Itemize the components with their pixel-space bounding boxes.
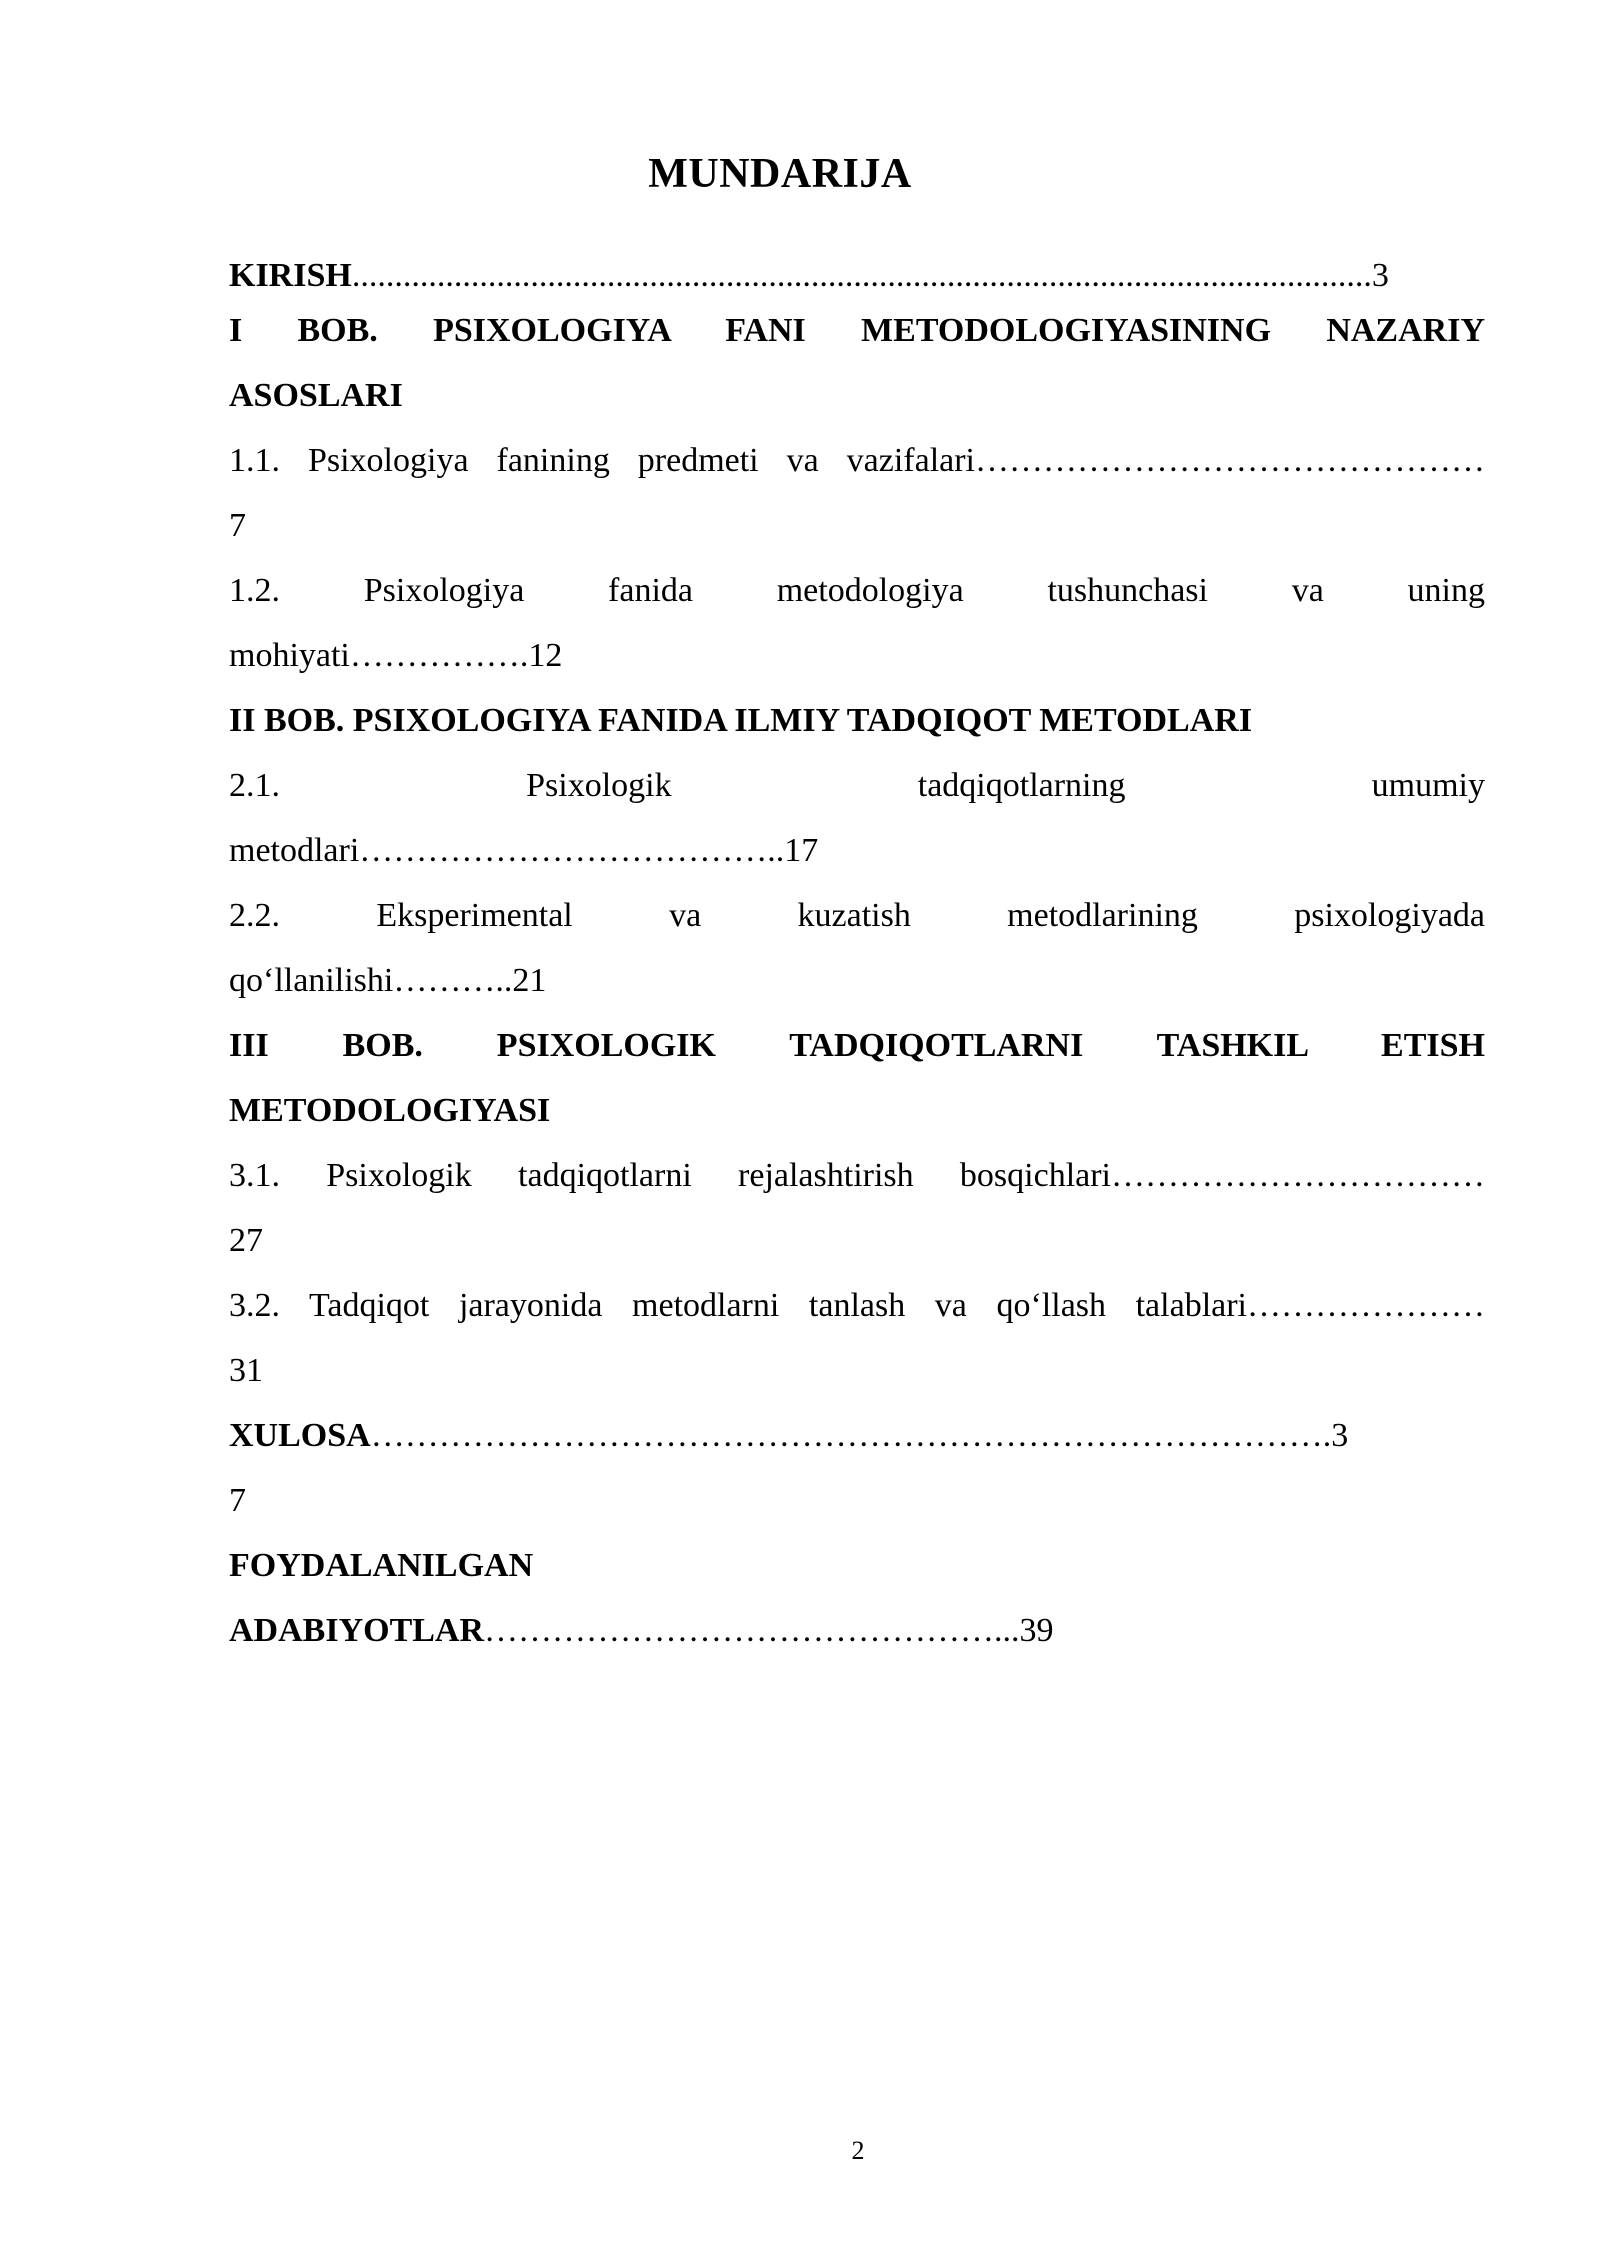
page-number: 2: [851, 2136, 865, 2165]
toc-section-2-1: 2.1. Psixologik tadqiqotlarning umumiy: [229, 767, 1485, 804]
toc-entry-references: FOYDALANILGAN: [229, 1547, 534, 1584]
toc-leader-dots: ........................................................................................................................: [351, 257, 1372, 294]
toc-section-3-1: 3.1. Psixologik tadqiqotlarni rejalashtirish bosqichlari……………………………: [229, 1157, 1485, 1194]
toc-page-number: 3: [1371, 257, 1389, 294]
toc-section-1-2: 1.2. Psixologiya fanida metodologiya tushunchasi va uning: [229, 572, 1485, 609]
toc-section-3-1-page: 27: [229, 1222, 263, 1259]
toc-chapter-2: II BOB. PSIXOLOGIYA FANIDA ILMIY TADQIQOT METODLARI: [229, 702, 1253, 739]
toc-section-1-1: 1.1. Psixologiya fanining predmeti va vazifalari………………………………………: [229, 442, 1485, 479]
toc-chapter-3-continued: METODOLOGIYASI: [229, 1092, 551, 1129]
toc-entry-label: ADABIYOTLAR: [229, 1612, 485, 1649]
toc-entry-xulosa-page: 7: [229, 1482, 246, 1519]
toc-chapter-1: I BOB. PSIXOLOGIYA FANI METODOLOGIYASINING NAZARIY: [229, 312, 1485, 349]
toc-section-3-2: 3.2. Tadqiqot jarayonida metodlarni tanlash va qo‘llash talablari…………………: [229, 1287, 1485, 1324]
toc-chapter-1-continued: ASOSLARI: [229, 377, 403, 414]
toc-section-3-2-page: 31: [229, 1352, 263, 1389]
toc-entry-references-continued: [229, 1598, 1485, 1663]
toc-entry-label: XULOSA: [229, 1417, 371, 1454]
toc-section-1-1-page: 7: [229, 507, 246, 544]
toc-leader-dots: ………………………………………...39: [484, 1612, 1054, 1649]
toc-entry-xulosa: [229, 1403, 1485, 1468]
toc-entry-label: KIRISH: [229, 257, 352, 294]
page-title: MUNDARIJA: [648, 151, 912, 197]
toc-entry-kirish: [229, 248, 1485, 298]
toc-section-2-2: 2.2. Eksperimental va kuzatish metodlarining psixologiyada: [229, 897, 1485, 934]
toc-chapter-3: III BOB. PSIXOLOGIK TADQIQOTLARNI TASHKIL ETISH: [229, 1027, 1485, 1064]
toc-section-2-2-continued: qo‘llanilishi………..21: [229, 962, 547, 999]
table-of-contents: [229, 248, 1485, 1663]
toc-leader-dots: ………………………………………………………………………….3: [370, 1417, 1349, 1454]
toc-section-2-1-continued: metodlari………………………………..17: [229, 832, 819, 869]
toc-section-1-2-continued: mohiyati…………….12: [229, 637, 563, 674]
